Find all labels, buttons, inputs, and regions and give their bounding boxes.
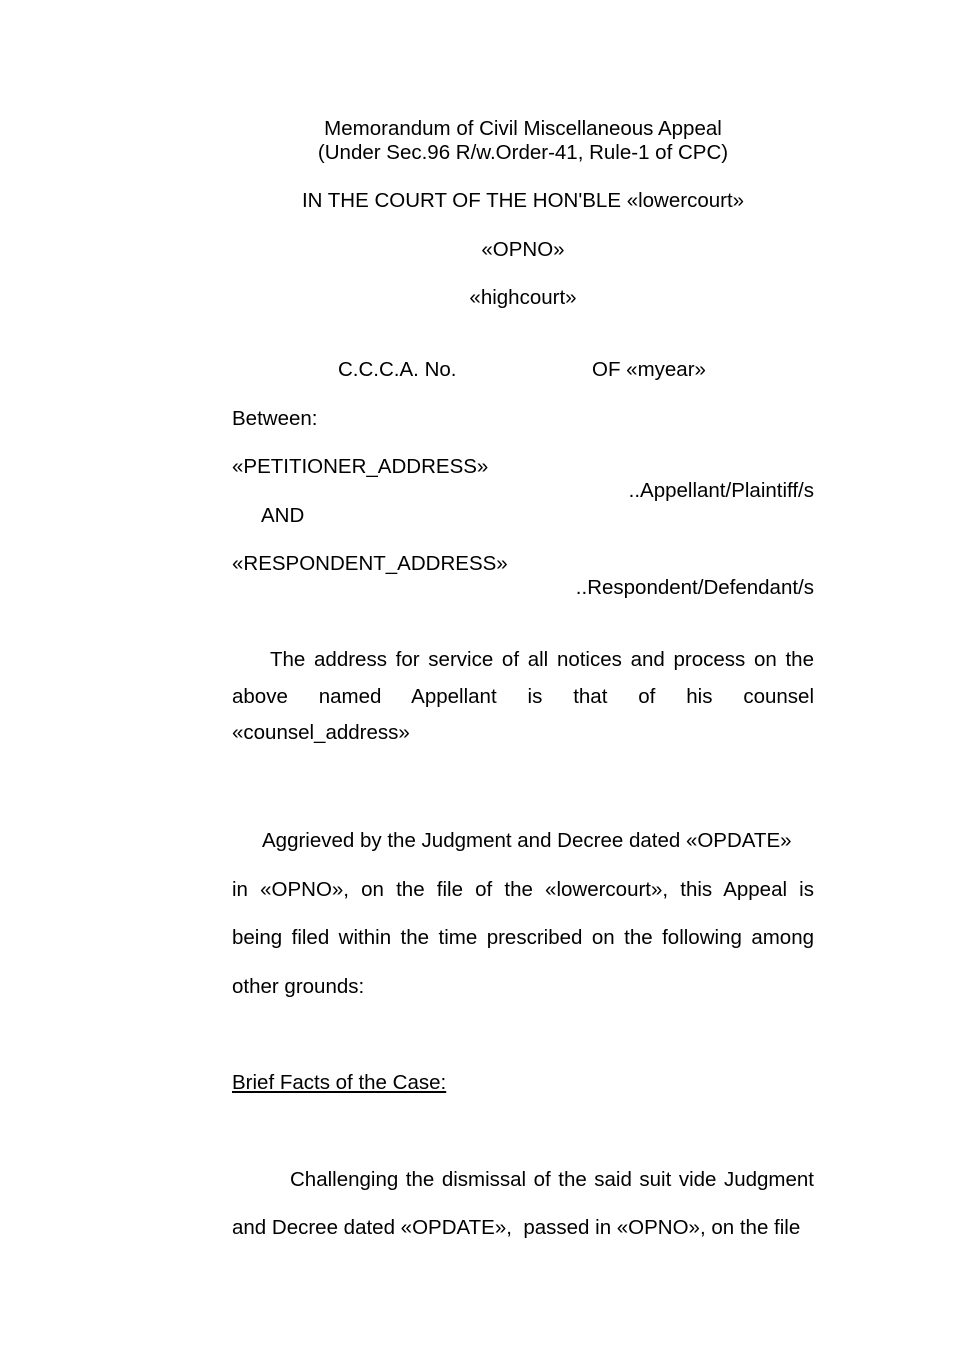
challenge-paragraph-line: and Decree dated «OPDATE», passed in «OPNO», on the file [232,1216,801,1239]
aggrieved-paragraph-line: Aggrieved by the Judgment and Decree dated «OPDATE» [262,829,792,852]
aggrieved-paragraph-line: in «OPNO», on the file of the «lowercourt», this Appeal is [232,878,814,901]
service-paragraph-line: above named Appellant is that of his counsel [232,685,814,708]
petitioner-address: «PETITIONER_ADDRESS» [232,455,489,478]
and-label: AND [261,504,305,527]
case-year: OF «myear» [592,358,706,381]
service-paragraph-line: The address for service of all notices and process on the [270,648,814,671]
counsel-address: «counsel_address» [232,721,410,744]
brief-facts-heading: Brief Facts of the Case: [232,1071,447,1094]
challenge-paragraph-line: Challenging the dismissal of the said suit vide Judgment [290,1168,814,1191]
appellant-role: ..Appellant/Plaintiff/s [628,479,814,502]
case-number-label: C.C.C.A. No. [338,358,457,381]
document-subtitle: (Under Sec.96 R/w.Order-41, Rule-1 of CPC) [317,141,729,164]
aggrieved-paragraph-line: other grounds: [232,975,365,998]
op-number: «OPNO» [481,238,565,261]
court-line: IN THE COURT OF THE HON'BLE «lowercourt» [301,189,745,212]
between-label: Between: [232,407,318,430]
respondent-address: «RESPONDENT_ADDRESS» [232,552,508,575]
respondent-role: ..Respondent/Defendant/s [575,576,814,599]
high-court: «highcourt» [469,286,577,309]
aggrieved-paragraph-line: being filed within the time prescribed on the following among [232,926,814,949]
document-title: Memorandum of Civil Miscellaneous Appeal [324,117,722,140]
